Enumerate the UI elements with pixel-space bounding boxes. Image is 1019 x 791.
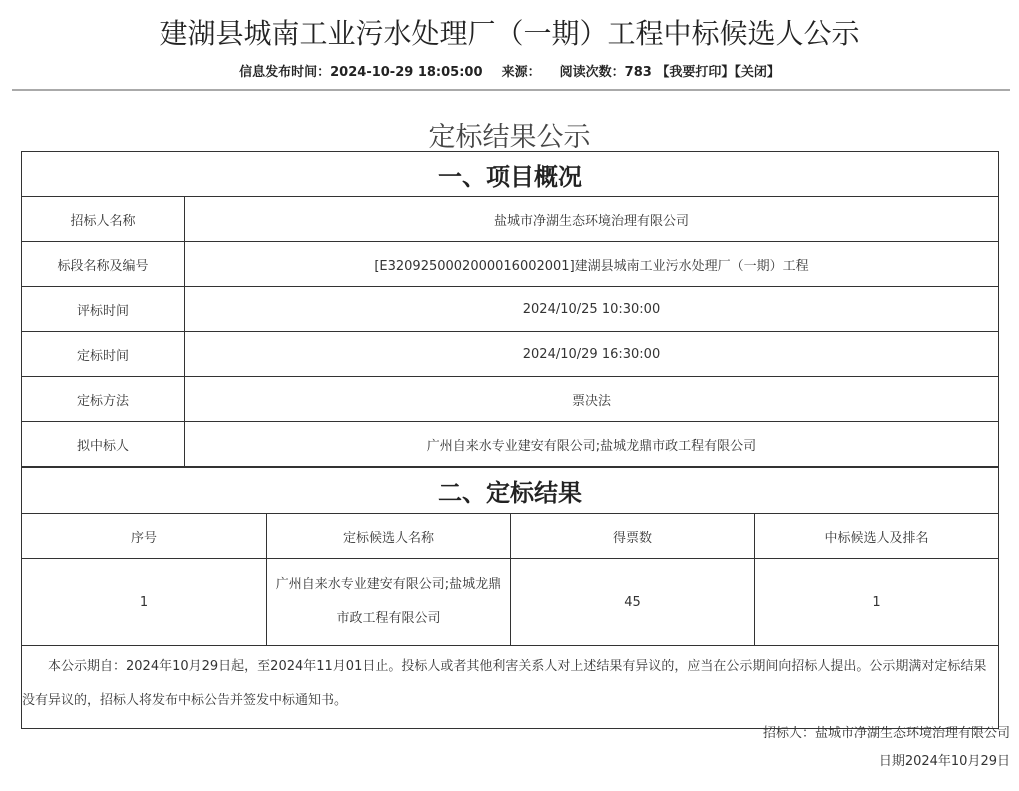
row-label: 评标时间: [22, 287, 185, 332]
source-label: 来源：: [501, 65, 541, 80]
row-value: 广州自来水专业建安有限公司;盐城龙鼎市政工程有限公司: [185, 422, 999, 467]
row-label: 标段名称及编号: [22, 242, 185, 287]
close-link[interactable]: 【关闭】: [734, 65, 780, 80]
row-label: 拟中标人: [22, 422, 185, 467]
row-value: [E3209250002000016002001]建湖县城南工业污水处理厂（一期）工程: [185, 242, 999, 287]
row-label: 招标人名称: [22, 197, 185, 242]
column-header-rank: 中标候选人及排名: [755, 514, 999, 559]
views-label: 阅读次数：: [559, 65, 625, 80]
project-overview-table: [21, 151, 999, 467]
page-title: 建湖县城南工业污水处理厂（一期）工程中标候选人公示: [159, 17, 860, 50]
table-row: [22, 422, 999, 467]
header-divider: [12, 89, 1010, 91]
row-value: 盐城市净湖生态环境治理有限公司: [185, 197, 999, 242]
print-link[interactable]: 【我要打印】: [656, 65, 735, 80]
cell-seq: 1: [22, 559, 267, 646]
table-row: [22, 287, 999, 332]
section-heading-result: 二、定标结果: [22, 467, 999, 514]
row-label: 定标时间: [22, 332, 185, 377]
section-subtitle: 定标结果公示: [428, 122, 591, 151]
table-header-row: [22, 514, 999, 559]
row-value: 2024/10/25 10:30:00: [185, 287, 999, 332]
row-value: 票决法: [185, 377, 999, 422]
table-row: [22, 242, 999, 287]
publish-time-label: 信息发布时间：: [239, 65, 331, 80]
publicity-notice: 本公示期自：2024年10月29日起，至2024年11月01日止。投标人或者其他利害关系人对上述结果有异议的，应当在公示期间向招标人提出。公示期满对定标结果没有异议的，招标人将发布中标公告并签发中标通知书。: [22, 646, 999, 729]
row-label: 定标方法: [22, 377, 185, 422]
publish-time: 2024-10-29 18:05:00: [330, 65, 483, 80]
cell-rank: 1: [755, 559, 999, 646]
table-row: [22, 377, 999, 422]
signature-date: 日期2024年10月29日: [878, 754, 1010, 769]
table-row: [22, 197, 999, 242]
column-header-votes: 得票数: [511, 514, 755, 559]
article-meta: [0, 64, 1019, 82]
tenderer-signature: 招标人：盐城市净湖生态环境治理有限公司: [762, 726, 1010, 741]
cell-votes: 45: [511, 559, 755, 646]
views-count: 783: [624, 65, 652, 80]
row-value: 2024/10/29 16:30:00: [185, 332, 999, 377]
section-heading-overview: 一、项目概况: [22, 152, 999, 197]
table-row: [22, 559, 999, 646]
table-row: [22, 332, 999, 377]
cell-candidate-name: 广州自来水专业建安有限公司;盐城龙鼎市政工程有限公司: [267, 559, 511, 646]
column-header-candidate: 定标候选人名称: [267, 514, 511, 559]
bid-result-table: [21, 466, 999, 729]
column-header-seq: 序号: [22, 514, 267, 559]
